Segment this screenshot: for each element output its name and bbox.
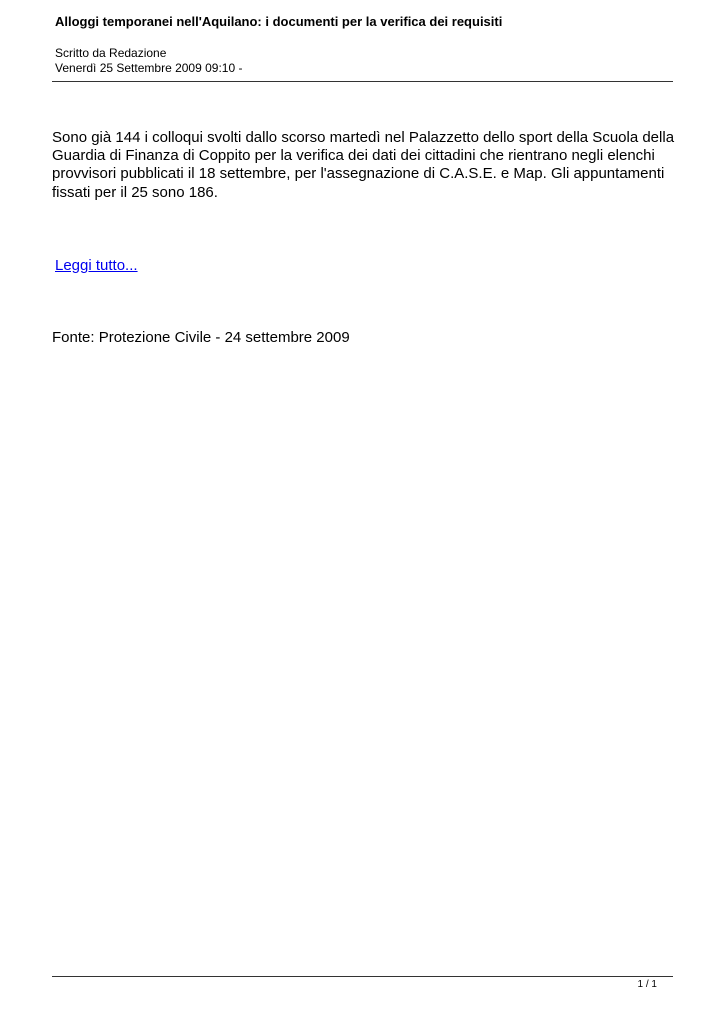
article-title: Alloggi temporanei nell'Aquilano: i documenti per la verifica dei requisiti [55, 14, 503, 29]
article-meta [55, 46, 242, 76]
author-line: Scritto da Redazione [55, 46, 167, 60]
header-divider [52, 81, 673, 82]
date-line: Venerdì 25 Settembre 2009 09:10 - [55, 61, 243, 75]
article-body: Sono già 144 i colloqui svolti dallo scorso martedì nel Palazzetto dello sport della Scuola della Guardia di Finanza di Coppito per la verifica dei dati dei cittadini che rientrano negli elenchi provvisori pubblicati il 18 settembre, per l'assegnazione di C.A.S.E. e Map. Gli appuntamenti fissati per il 25 sono 186. [52, 129, 675, 201]
read-more-link[interactable]: Leggi tutto... [55, 257, 138, 274]
footer-divider [52, 976, 673, 977]
page-number: 1 / 1 [637, 979, 657, 990]
article-source: Fonte: Protezione Civile - 24 settembre 2009 [52, 329, 350, 346]
